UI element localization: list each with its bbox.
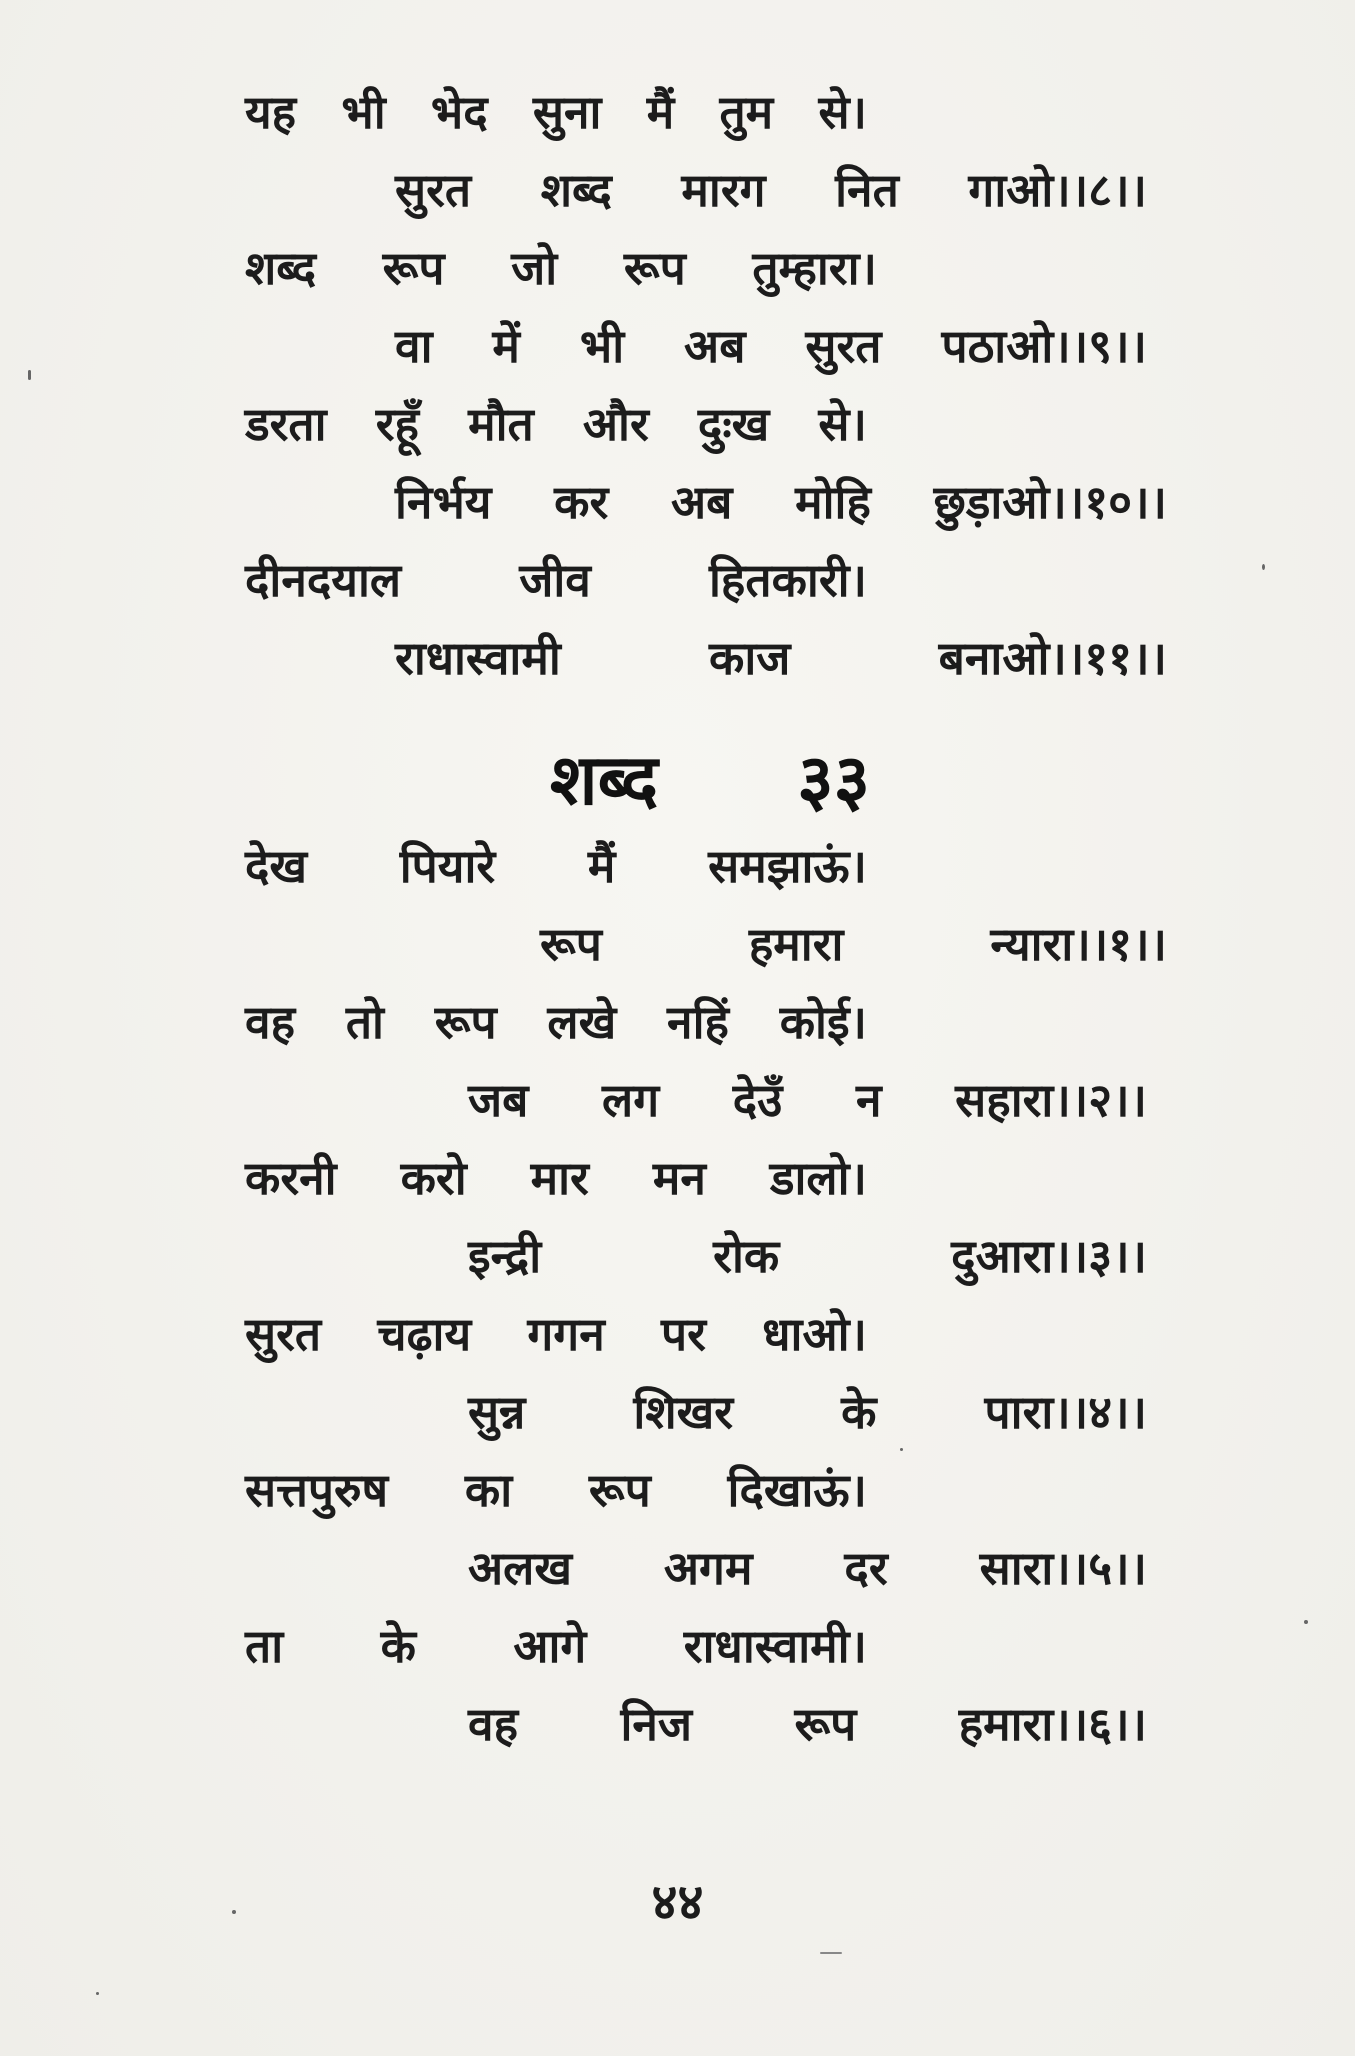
verse-line (395, 160, 1147, 220)
print-speck (1304, 1620, 1308, 1624)
word: मन (652, 1151, 706, 1205)
section-title-word: शब्द (550, 739, 659, 821)
word: न (856, 1073, 882, 1127)
word: करो (400, 1151, 467, 1205)
word: अलख (468, 1541, 572, 1595)
word: रूप (382, 241, 445, 295)
verse-line (468, 1382, 1147, 1442)
word: भेद (430, 85, 488, 139)
word: सुन्न (468, 1385, 526, 1439)
verse-line (540, 914, 1167, 974)
word: हमारा (748, 917, 844, 971)
verse-line (245, 1304, 867, 1364)
word: अब (684, 319, 746, 373)
verse-line (468, 1538, 1147, 1598)
word: पठाओ।।९।। (941, 319, 1147, 373)
word: कर (554, 475, 609, 529)
print-speck (232, 1910, 236, 1914)
word: मारग (681, 163, 766, 217)
word: राधास्वामी। (683, 1619, 867, 1673)
print-speck (900, 1448, 903, 1451)
word: दर (844, 1541, 888, 1595)
word: जो (511, 241, 558, 295)
word: रहूँ (375, 397, 419, 451)
word: गाओ।।८।। (968, 163, 1147, 217)
word: बनाओ।।११।। (938, 631, 1167, 685)
page-number: ४४ (651, 1873, 704, 1931)
word: करनी (245, 1151, 337, 1205)
word: से। (818, 397, 867, 451)
print-speck (1262, 564, 1265, 570)
word: शब्द (245, 241, 317, 295)
verse-line (245, 394, 867, 454)
word: भी (579, 319, 625, 373)
word: सुरत (805, 319, 882, 373)
word: ता (245, 1619, 284, 1673)
verse-line (245, 836, 867, 896)
word: सुरत (395, 163, 472, 217)
print-speck (28, 370, 31, 380)
word: देउँ (732, 1073, 783, 1127)
word: और (582, 397, 649, 451)
verse-line (245, 1148, 867, 1208)
verse-line (245, 82, 867, 142)
verse-line (468, 1070, 1147, 1130)
word: अब (671, 475, 733, 529)
word: वह (468, 1697, 519, 1751)
word: सारा।।५।। (979, 1541, 1147, 1595)
word: आगे (513, 1619, 587, 1673)
word: भी (341, 85, 386, 139)
word: समझाऊं। (708, 839, 867, 893)
word: वह (245, 995, 296, 1049)
word: नित (835, 163, 899, 217)
word: मार (530, 1151, 589, 1205)
word: देख (245, 839, 308, 893)
word: नहिं (667, 995, 729, 1049)
word: यह (245, 85, 297, 139)
word: लखे (547, 995, 617, 1049)
word: न्यारा।।१।। (990, 917, 1167, 971)
word: मौत (468, 397, 534, 451)
word: तुम (719, 85, 774, 139)
word: काज (709, 631, 791, 685)
word: मोहि (795, 475, 871, 529)
word: अगम (663, 1541, 753, 1595)
word: शिखर (633, 1385, 734, 1439)
word: निज (620, 1697, 693, 1751)
verse-line (245, 550, 867, 610)
verse-line (395, 472, 1167, 532)
word: से। (818, 85, 867, 139)
word: धाओ। (762, 1307, 867, 1361)
word: के (841, 1385, 877, 1439)
section-title-number: ३३ (797, 739, 870, 821)
word: दीनदयाल (245, 553, 402, 607)
word: इन्द्री (468, 1229, 542, 1283)
word: रोक (713, 1229, 780, 1283)
word: निर्भय (395, 475, 492, 529)
word: पर (661, 1307, 706, 1361)
word: चढ़ाय (377, 1307, 472, 1361)
word: सुरत (245, 1307, 322, 1361)
word: में (492, 319, 520, 373)
word: तुम्हारा। (752, 241, 877, 295)
word: दुआरा।।३।। (951, 1229, 1147, 1283)
word: मैं (646, 85, 675, 139)
word: सुना (532, 85, 602, 139)
word: सत्तपुरुष (245, 1463, 389, 1517)
verse-line (245, 238, 877, 298)
word: शब्द (540, 163, 612, 217)
verse-line (468, 1694, 1147, 1754)
word: हमारा।।६।। (958, 1697, 1147, 1751)
word: तो (345, 995, 384, 1049)
word: रूप (794, 1697, 857, 1751)
word: का (464, 1463, 513, 1517)
word: मैं (587, 839, 616, 893)
word: गगन (527, 1307, 605, 1361)
verse-line (245, 1460, 867, 1520)
verse-line (245, 1616, 867, 1676)
word: राधास्वामी (395, 631, 561, 685)
word: रूप (623, 241, 686, 295)
section-title (550, 740, 870, 820)
print-speck (96, 1992, 99, 1995)
word: छुड़ाओ।।१०।। (933, 475, 1167, 529)
word: वा (395, 319, 433, 373)
verse-line (395, 628, 1167, 688)
verse-line (245, 992, 867, 1052)
word: रूप (588, 1463, 651, 1517)
word: जब (468, 1073, 529, 1127)
word: के (380, 1619, 416, 1673)
word: रूप (434, 995, 497, 1049)
word: लग (602, 1073, 660, 1127)
verse-line (468, 1226, 1147, 1286)
word: रूप (540, 917, 602, 971)
word: सहारा।।२।। (955, 1073, 1147, 1127)
word: डालो। (769, 1151, 867, 1205)
word: डरता (245, 397, 327, 451)
word: जीव (519, 553, 591, 607)
verse-line (395, 316, 1147, 376)
word: दिखाऊं। (727, 1463, 867, 1517)
word: पारा।।४।। (984, 1385, 1147, 1439)
word: पियारे (399, 839, 496, 893)
word: दुःख (697, 397, 770, 451)
print-speck (820, 1952, 842, 1954)
word: हितकारी। (709, 553, 867, 607)
word: कोई। (779, 995, 867, 1049)
